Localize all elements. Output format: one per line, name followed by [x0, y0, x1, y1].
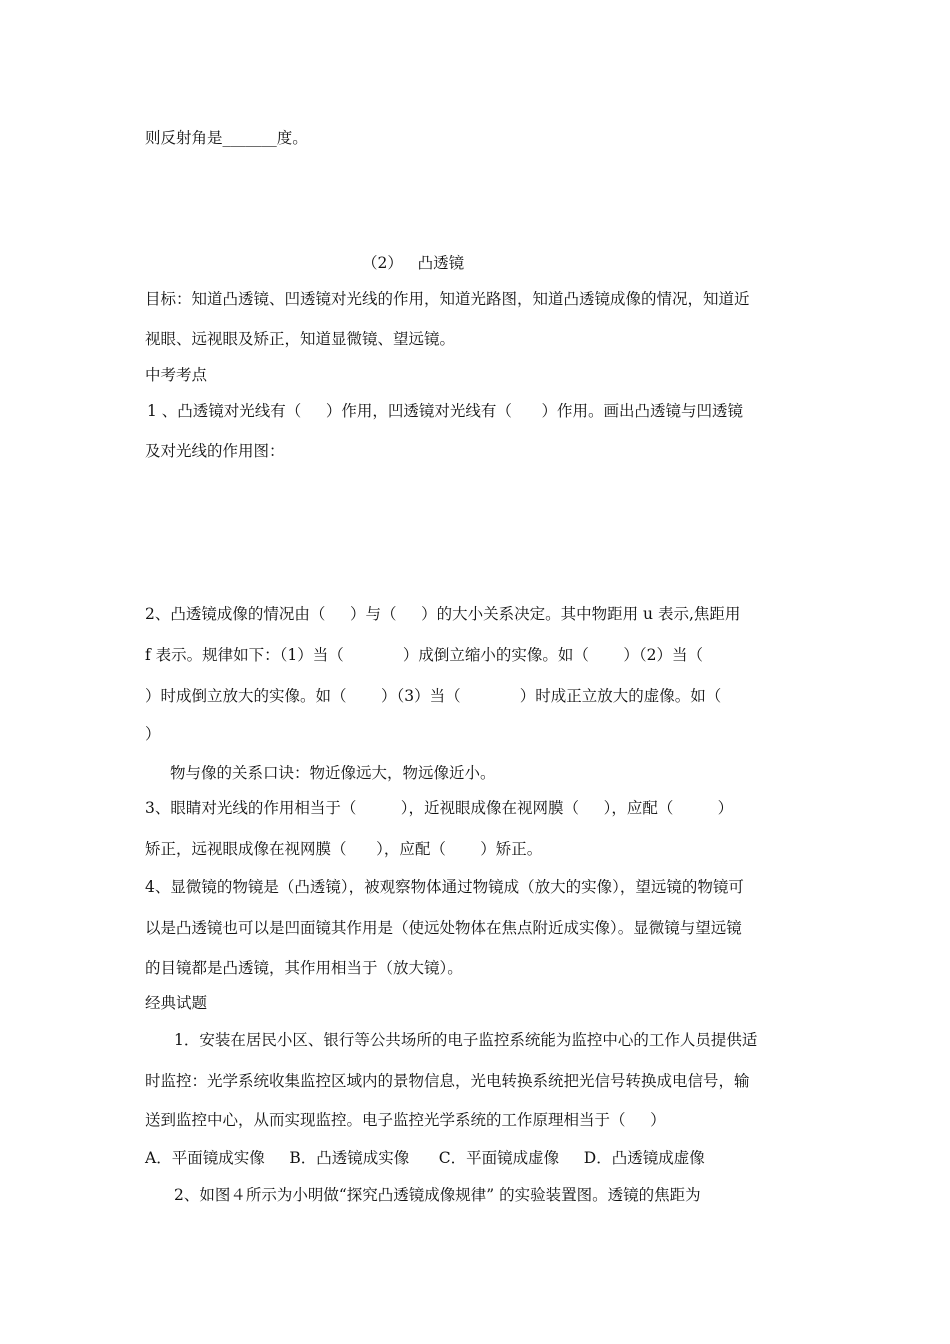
text-line: 4、显微镜的物镜是（凸透镜），被观察物体通过物镜成（放大的实像），望远镜的物镜可	[145, 878, 744, 896]
text-line: 物与像的关系口诀：物近像远大，物远像近小。	[170, 764, 496, 782]
question-text: 2、如图４所示为小明做“探究凸透镜成像规律” 的实验装置图。透镜的焦距为	[174, 1186, 701, 1204]
text-line: 1 、凸透镜对光线有（ ）作用，凹透镜对光线有（ ）作用。画出凸透镜与凹透镜	[147, 402, 743, 420]
text-line: 2、凸透镜成像的情况由（ ）与（ ）的大小关系决定。其中物距用 u 表示,焦距用	[145, 605, 741, 623]
text-line: ）时成倒立放大的实像。如（ ）（3）当（ ）时成正立放大的虚像。如（	[145, 687, 722, 705]
text-line: ）	[145, 725, 161, 743]
text-line: 矫正，远视眼成像在视网膜（ ），应配（ ）矫正。	[145, 840, 543, 858]
text-line: 及对光线的作用图：	[145, 442, 285, 460]
text-line: 视眼、远视眼及矫正，知道显微镜、望远镜。	[145, 330, 456, 348]
text-line: 目标：知道凸透镜、凹透镜对光线的作用，知道光路图，知道凸透镜成像的情况，知道近	[145, 290, 750, 308]
text-line: f 表示。规律如下：（1）当（ ）成倒立缩小的实像。如（ ）（2）当（	[145, 646, 704, 664]
question-text: 送到监控中心，从而实现监控。电子监控光学系统的工作原理相当于（ ）	[145, 1111, 666, 1129]
text-line: 则反射角是_______度。	[145, 129, 308, 147]
text-line: 3、眼睛对光线的作用相当于（ ），近视眼成像在视网膜（ ），应配（ ）	[145, 799, 734, 817]
question-text: 1．安装在居民小区、银行等公共场所的电子监控系统能为监控中心的工作人员提供适	[174, 1031, 758, 1049]
answer-options: A．平面镜成实像 B．凸透镜成实像 C．平面镜成虚像 D．凸透镜成虚像	[145, 1149, 705, 1167]
subheading: 中考考点	[145, 366, 208, 384]
question-text: 时监控：光学系统收集监控区域内的景物信息，光电转换系统把光信号转换成电信号，输	[145, 1072, 750, 1090]
subheading: 经典试题	[145, 994, 208, 1012]
text-line: 的目镜都是凸透镜，其作用相当于（放大镜）。	[145, 959, 463, 977]
section-heading: （2） 凸透镜	[362, 254, 465, 272]
text-line: 以是凸透镜也可以是凹面镜其作用是（使远处物体在焦点附近成实像）。显微镜与望远镜	[145, 919, 742, 937]
